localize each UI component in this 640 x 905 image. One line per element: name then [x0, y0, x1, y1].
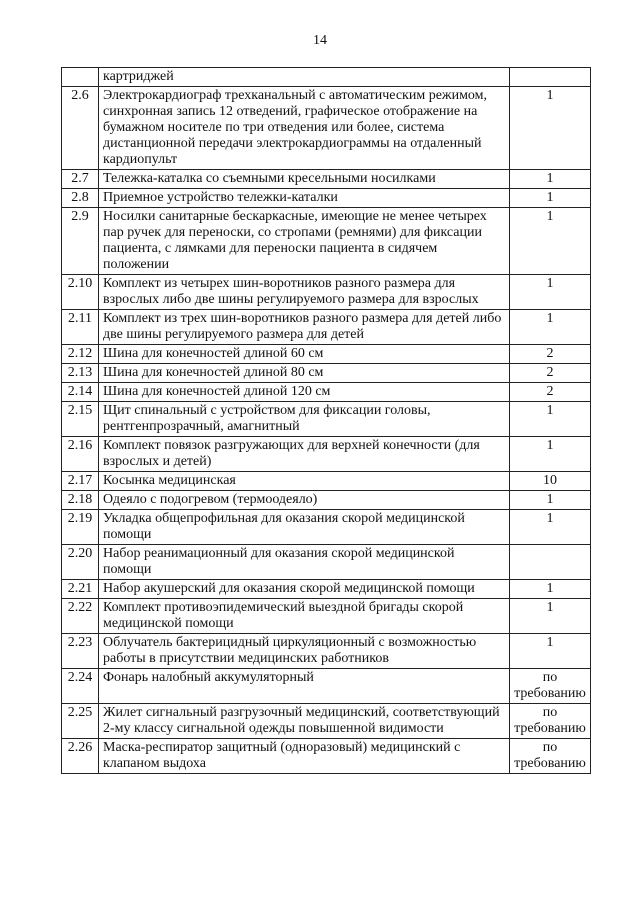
table-row: [62, 491, 591, 510]
table-row: [62, 580, 591, 599]
item-description: Шина для конечностей длиной 80 см: [99, 364, 510, 383]
item-quantity: 10: [510, 472, 591, 491]
table-row: [62, 704, 591, 739]
table-row: [62, 437, 591, 472]
row-number: 2.12: [62, 345, 99, 364]
equipment-table: [61, 67, 591, 774]
item-description: Одеяло с подогревом (термоодеяло): [99, 491, 510, 510]
row-number: 2.25: [62, 704, 99, 739]
row-number: 2.17: [62, 472, 99, 491]
table-row: [62, 599, 591, 634]
item-quantity: 2: [510, 383, 591, 402]
item-quantity: 1: [510, 208, 591, 275]
item-description: Укладка общепрофильная для оказания скорой медицинской помощи: [99, 510, 510, 545]
item-description: Шина для конечностей длиной 60 см: [99, 345, 510, 364]
item-description: Комплект из трех шин-воротников разного размера для детей либо две шины регулируемого размера для детей: [99, 310, 510, 345]
table-row: [62, 275, 591, 310]
item-description: Электрокардиограф трехканальный с автоматическим режимом, синхронная запись 12 отведений, графическое отображение на бумажном носителе по три отведения или более, система дистанционной передачи электрокардиограммы на отдаленный кардиопульт: [99, 87, 510, 170]
item-description: Маска-респиратор защитный (одноразовый) медицинский с клапаном выдоха: [99, 739, 510, 774]
row-number: 2.8: [62, 189, 99, 208]
page-number: 14: [313, 33, 327, 48]
row-number: 2.21: [62, 580, 99, 599]
item-description: Комплект из четырех шин-воротников разного размера для взрослых либо две шины регулируемого размера для взрослых: [99, 275, 510, 310]
item-description: Комплект повязок разгружающих для верхней конечности (для взрослых и детей): [99, 437, 510, 472]
item-quantity: 1: [510, 402, 591, 437]
table-row: [62, 87, 591, 170]
item-quantity: 2: [510, 345, 591, 364]
equipment-table-body: [62, 68, 591, 774]
item-description: Приемное устройство тележки-каталки: [99, 189, 510, 208]
row-number: 2.18: [62, 491, 99, 510]
item-description: Набор реанимационный для оказания скорой медицинской помощи: [99, 545, 510, 580]
item-quantity: 1: [510, 491, 591, 510]
item-quantity: по требованию: [510, 704, 591, 739]
item-description: Набор акушерский для оказания скорой медицинской помощи: [99, 580, 510, 599]
table-row: [62, 208, 591, 275]
table-row: [62, 739, 591, 774]
row-number: 2.13: [62, 364, 99, 383]
item-quantity: 1: [510, 634, 591, 669]
table-row: [62, 170, 591, 189]
item-quantity: 1: [510, 87, 591, 170]
item-description: Носилки санитарные бескаркасные, имеющие не менее четырех пар ручек для переноски, со стропами (ремнями) для фиксации пациента, с лямками для переноски пациента в сидячем положении: [99, 208, 510, 275]
row-number: 2.7: [62, 170, 99, 189]
item-quantity: 1: [510, 510, 591, 545]
item-quantity: 1: [510, 437, 591, 472]
table-row: [62, 383, 591, 402]
item-quantity: 1: [510, 189, 591, 208]
item-description: Жилет сигнальный разгрузочный медицинский, соответствующий 2-му классу сигнальной одежды повышенной видимости: [99, 704, 510, 739]
item-description: Комплект противоэпидемический выездной бригады скорой медицинской помощи: [99, 599, 510, 634]
table-row: [62, 634, 591, 669]
row-number: 2.19: [62, 510, 99, 545]
row-number: 2.10: [62, 275, 99, 310]
row-number: 2.6: [62, 87, 99, 170]
item-quantity: 2: [510, 364, 591, 383]
table-row: [62, 472, 591, 491]
row-number: 2.11: [62, 310, 99, 345]
item-description: Тележка-каталка со съемными кресельными носилками: [99, 170, 510, 189]
row-number: 2.20: [62, 545, 99, 580]
table-row: [62, 68, 591, 87]
row-number: 2.16: [62, 437, 99, 472]
item-quantity: 1: [510, 275, 591, 310]
row-number: 2.26: [62, 739, 99, 774]
item-description: Косынка медицинская: [99, 472, 510, 491]
item-quantity: [510, 68, 591, 87]
item-quantity: 1: [510, 580, 591, 599]
table-row: [62, 510, 591, 545]
item-description: Шина для конечностей длиной 120 см: [99, 383, 510, 402]
table-row: [62, 345, 591, 364]
row-number: 2.14: [62, 383, 99, 402]
item-quantity: 1: [510, 310, 591, 345]
item-quantity: [510, 545, 591, 580]
item-description: Облучатель бактерицидный циркуляционный с возможностью работы в присутствии медицинских работников: [99, 634, 510, 669]
row-number: 2.23: [62, 634, 99, 669]
row-number: 2.24: [62, 669, 99, 704]
item-description: Фонарь налобный аккумуляторный: [99, 669, 510, 704]
table-row: [62, 310, 591, 345]
item-quantity: 1: [510, 170, 591, 189]
item-description: картриджей: [99, 68, 510, 87]
row-number: 2.15: [62, 402, 99, 437]
item-quantity: по требованию: [510, 669, 591, 704]
table-row: [62, 545, 591, 580]
row-number: 2.22: [62, 599, 99, 634]
table-row: [62, 402, 591, 437]
table-row: [62, 669, 591, 704]
item-quantity: по требованию: [510, 739, 591, 774]
table-row: [62, 189, 591, 208]
item-quantity: 1: [510, 599, 591, 634]
item-description: Щит спинальный с устройством для фиксации головы, рентгенпрозрачный, амагнитный: [99, 402, 510, 437]
table-row: [62, 364, 591, 383]
row-number: [62, 68, 99, 87]
row-number: 2.9: [62, 208, 99, 275]
